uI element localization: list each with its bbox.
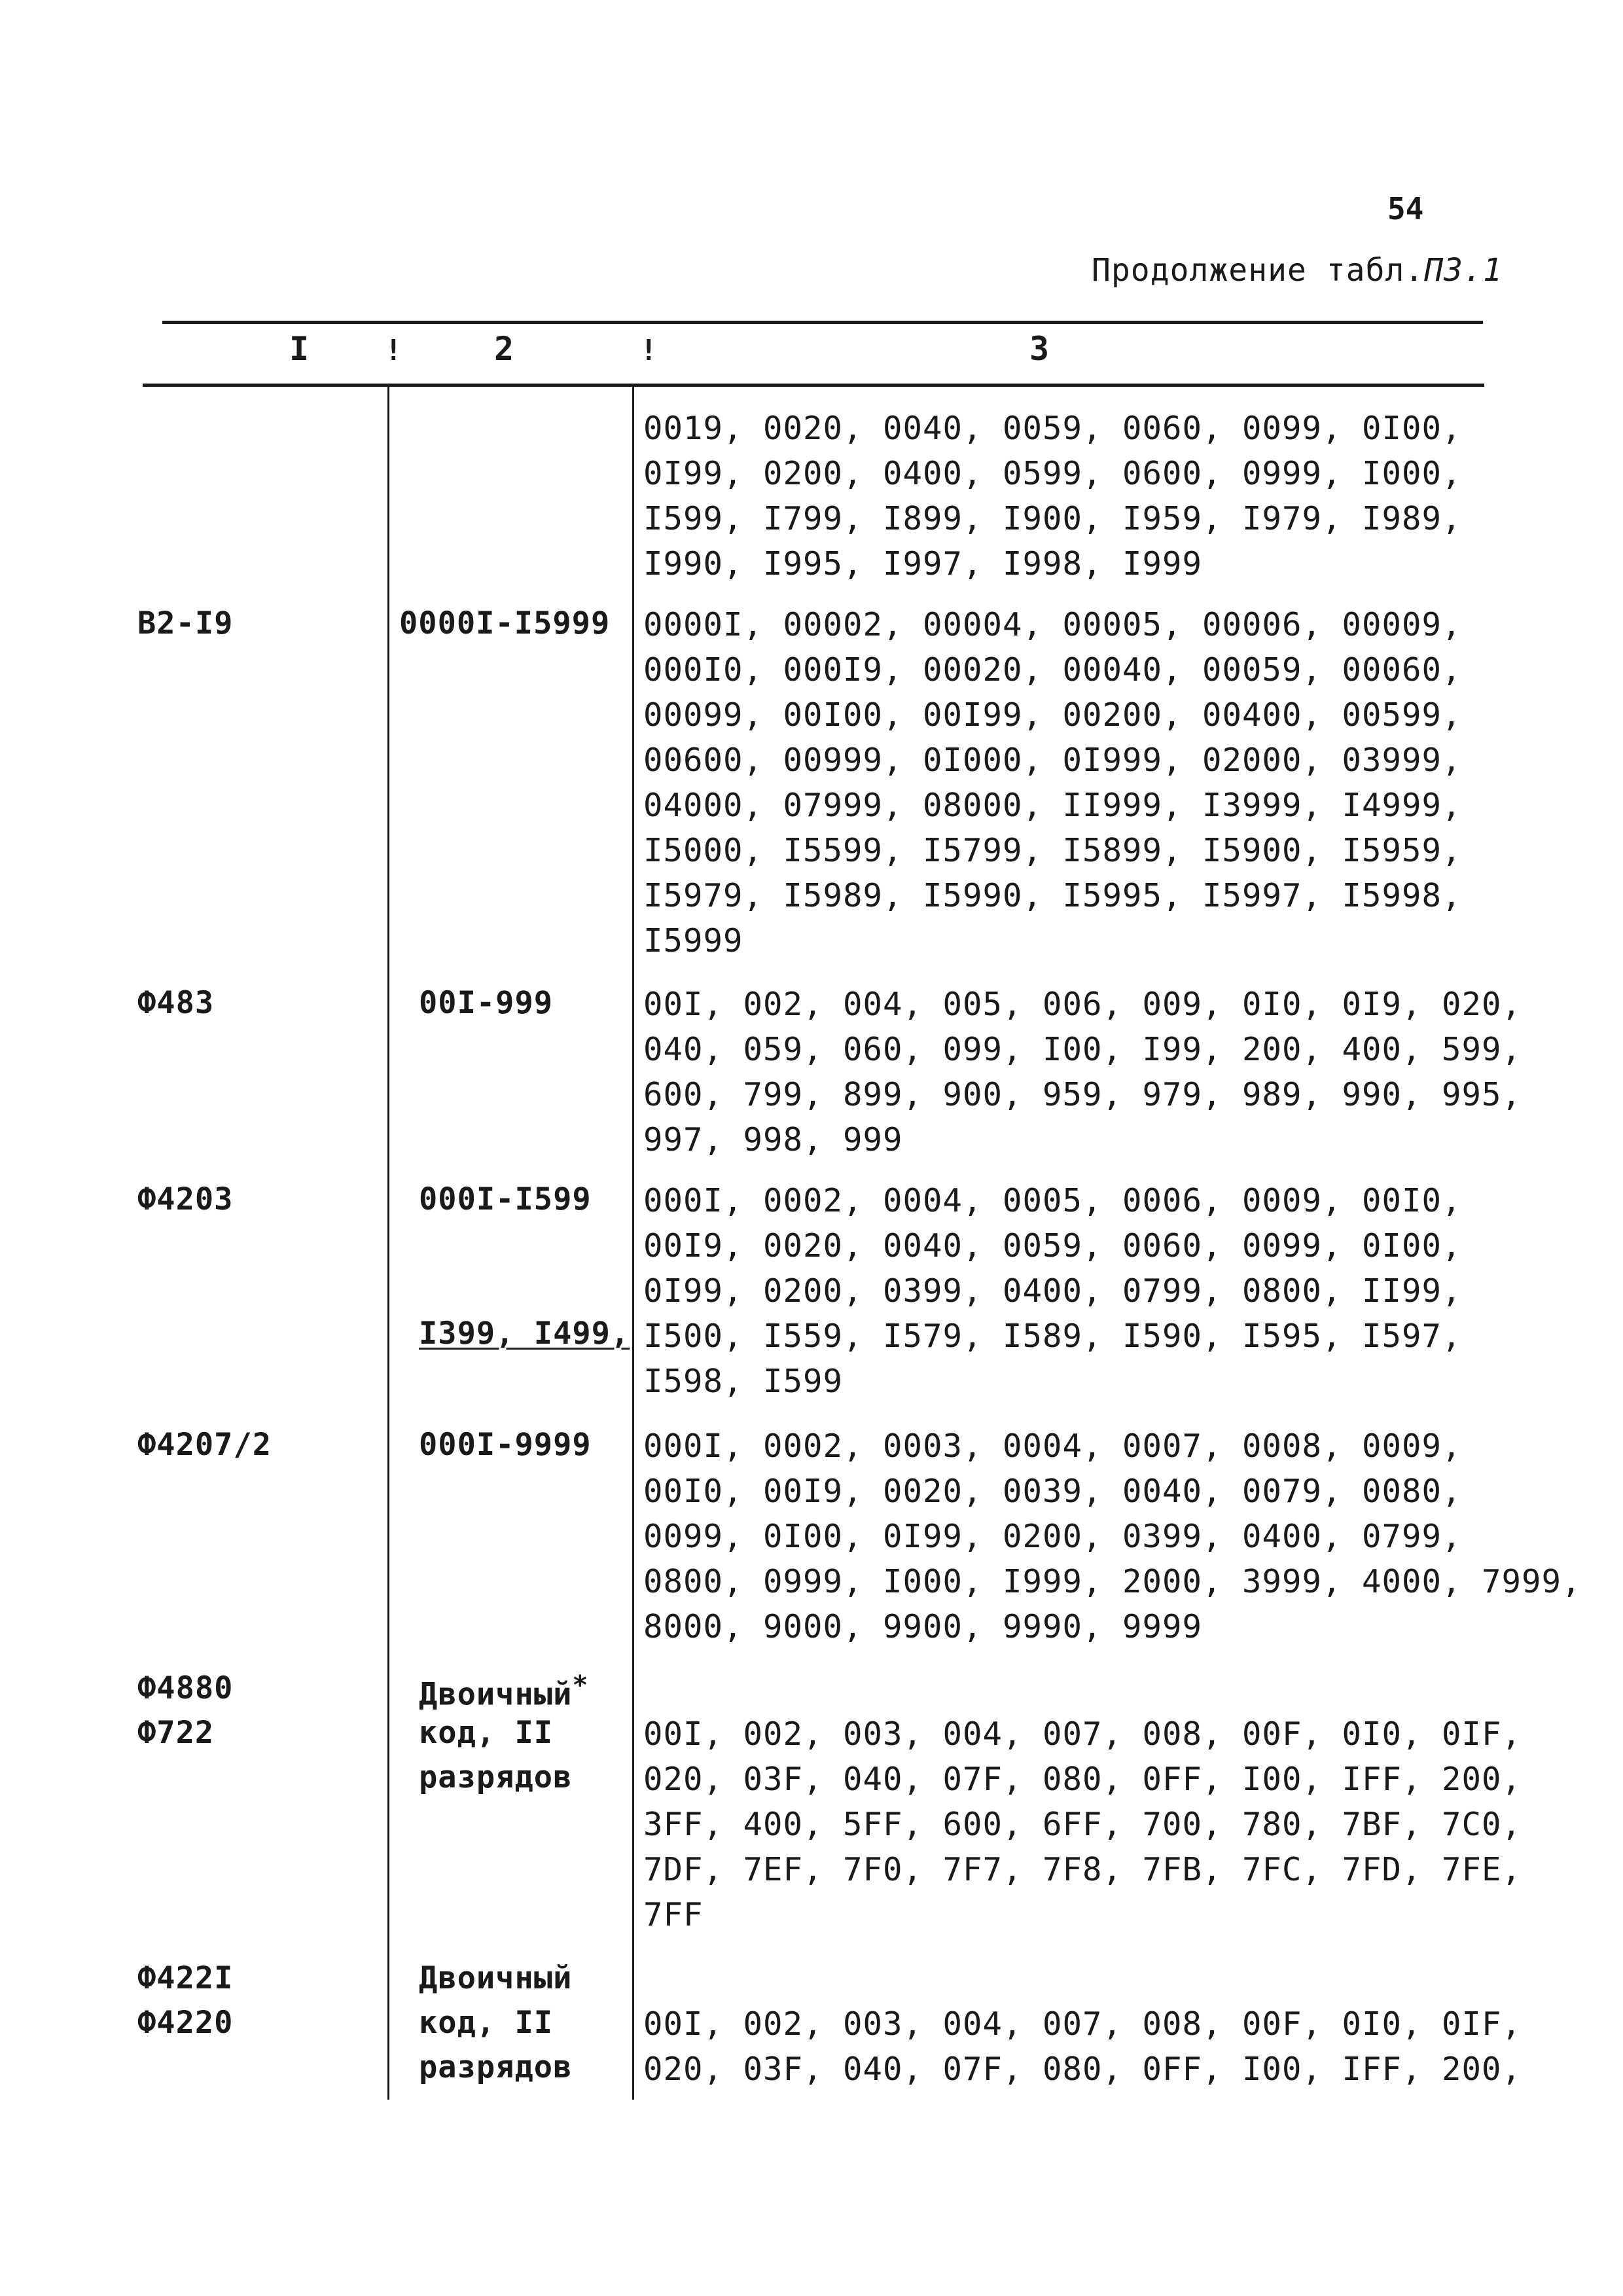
code-range: 0000I-I5999 [399,605,611,641]
column-header-3: 3 [1029,330,1050,368]
code-line: 7DF, 7EF, 7F0, 7F7, 7F8, 7FB, 7FC, 7FD, 7FE, [643,1851,1522,1888]
code-line: 3FF, 400, 5FF, 600, 6FF, 700, 780, 7BF, 7C0, [643,1806,1522,1843]
code-line: 0I99, 0200, 0400, 0599, 0600, 0999, I000, [643,455,1462,492]
code-range [419,1670,588,1713]
code-line: 00I, 002, 004, 005, 006, 009, 0I0, 0I9, 020, [643,986,1522,1023]
table-header-rule [143,384,1484,387]
code-line: I599, I799, I899, I900, I959, I979, I989, [643,500,1462,537]
code-line: 00I, 002, 003, 004, 007, 008, 00F, 0I0, 0IF, [643,1715,1522,1753]
code-line: 04000, 07999, 08000, II999, I3999, I4999, [643,787,1462,824]
table-row-codes [643,406,1520,586]
column-divider-1 [387,387,389,2100]
code-line: 0099, 0I00, 0I99, 0200, 0399, 0400, 0799, [643,1518,1462,1555]
code-line: 997, 998, 999 [643,1121,903,1158]
code-range: 000I-I599 [419,1181,592,1217]
code-range-extra-text: I399, I499, [419,1316,630,1352]
table-continuation-caption [1092,252,1503,289]
code-line: 000I, 0002, 0003, 0004, 0007, 0008, 0009, [643,1427,1462,1465]
column-separator: ! [385,334,402,367]
code-range: 00I-999 [419,985,554,1021]
column-separator: ! [640,334,658,367]
table-top-rule [162,321,1483,324]
table-row-codes [643,982,1520,1162]
code-line: I500, I559, I579, I589, I590, I595, I597, [643,1318,1462,1355]
continuation-text: Продолжение табл. [1092,252,1425,289]
code-line: I990, I995, I997, I998, I999 [643,545,1203,583]
device-name: Ф4203 [137,1181,234,1217]
code-line: 00I9, 0020, 0040, 0059, 0060, 0099, 0I00, [643,1227,1462,1265]
code-line: 020, 03F, 040, 07F, 080, 0FF, I00, IFF, 200, [643,2051,1522,2088]
device-name: Ф483 [137,985,215,1021]
device-name: В2-I9 [137,605,234,641]
table-row-codes [643,1178,1520,1404]
code-line: I5979, I5989, I5990, I5995, I5997, I5998, [643,877,1462,914]
code-line: 600, 799, 899, 900, 959, 979, 989, 990, 995, [643,1076,1522,1113]
code-range-line: Двоичный [419,1960,573,1996]
code-line: 0I99, 0200, 0399, 0400, 0799, 0800, II99, [643,1272,1462,1310]
page-number: 54 [1387,191,1424,226]
footnote-star: * [572,1670,589,1700]
table-row-codes [643,602,1520,963]
table-row-codes [643,2001,1520,2092]
table-reference: П3.1 [1424,252,1503,289]
code-range: 000I-9999 [419,1427,592,1463]
code-line: 0000I, 00002, 00004, 00005, 00006, 00009, [643,606,1462,643]
device-name: Ф422I [137,1960,234,1996]
code-range-line: код, II [419,2005,554,2041]
code-line: 0800, 0999, I000, I999, 2000, 3999, 4000, 7999, [643,1563,1582,1600]
code-line: 7FF [643,1896,704,1933]
device-name: Ф4220 [137,2005,234,2041]
code-range-line: код, II [419,1715,554,1751]
code-line: 00099, 00I00, 00I99, 00200, 00400, 00599, [643,696,1462,734]
code-line: 020, 03F, 040, 07F, 080, 0FF, I00, IFF, 200, [643,1761,1522,1798]
table-row-codes [643,1712,1520,1937]
table-row-codes [643,1424,1582,1649]
code-range-extra [419,1316,630,1352]
code-line: 0019, 0020, 0040, 0059, 0060, 0099, 0I00, [643,410,1462,447]
code-line: 00I, 002, 003, 004, 007, 008, 00F, 0I0, 0IF, [643,2005,1522,2043]
column-header-2: 2 [494,330,514,368]
code-line: 00I0, 00I9, 0020, 0039, 0040, 0079, 0080, [643,1473,1462,1510]
code-line: 000I, 0002, 0004, 0005, 0006, 0009, 00I0, [643,1182,1462,1219]
code-range-line: разрядов [419,1759,573,1795]
column-header-1: I [289,330,310,368]
code-line: 040, 059, 060, 099, I00, I99, 200, 400, 599, [643,1031,1522,1068]
code-line: 000I0, 000I9, 00020, 00040, 00059, 00060, [643,651,1462,689]
code-line: 8000, 9000, 9900, 9990, 9999 [643,1608,1203,1645]
device-name: Ф722 [137,1715,215,1751]
device-name: Ф4880 [137,1670,234,1706]
code-range-line: разрядов [419,2049,573,2085]
code-line: I598, I599 [643,1363,844,1400]
device-name: Ф4207/2 [137,1427,272,1463]
code-line: I5000, I5599, I5799, I5899, I5900, I5959, [643,832,1462,869]
code-line: 00600, 00999, 0I000, 0I999, 02000, 03999, [643,742,1462,779]
code-line: I5999 [643,922,743,960]
code-range-line: Двоичный [419,1676,573,1713]
column-divider-2 [632,387,634,2100]
